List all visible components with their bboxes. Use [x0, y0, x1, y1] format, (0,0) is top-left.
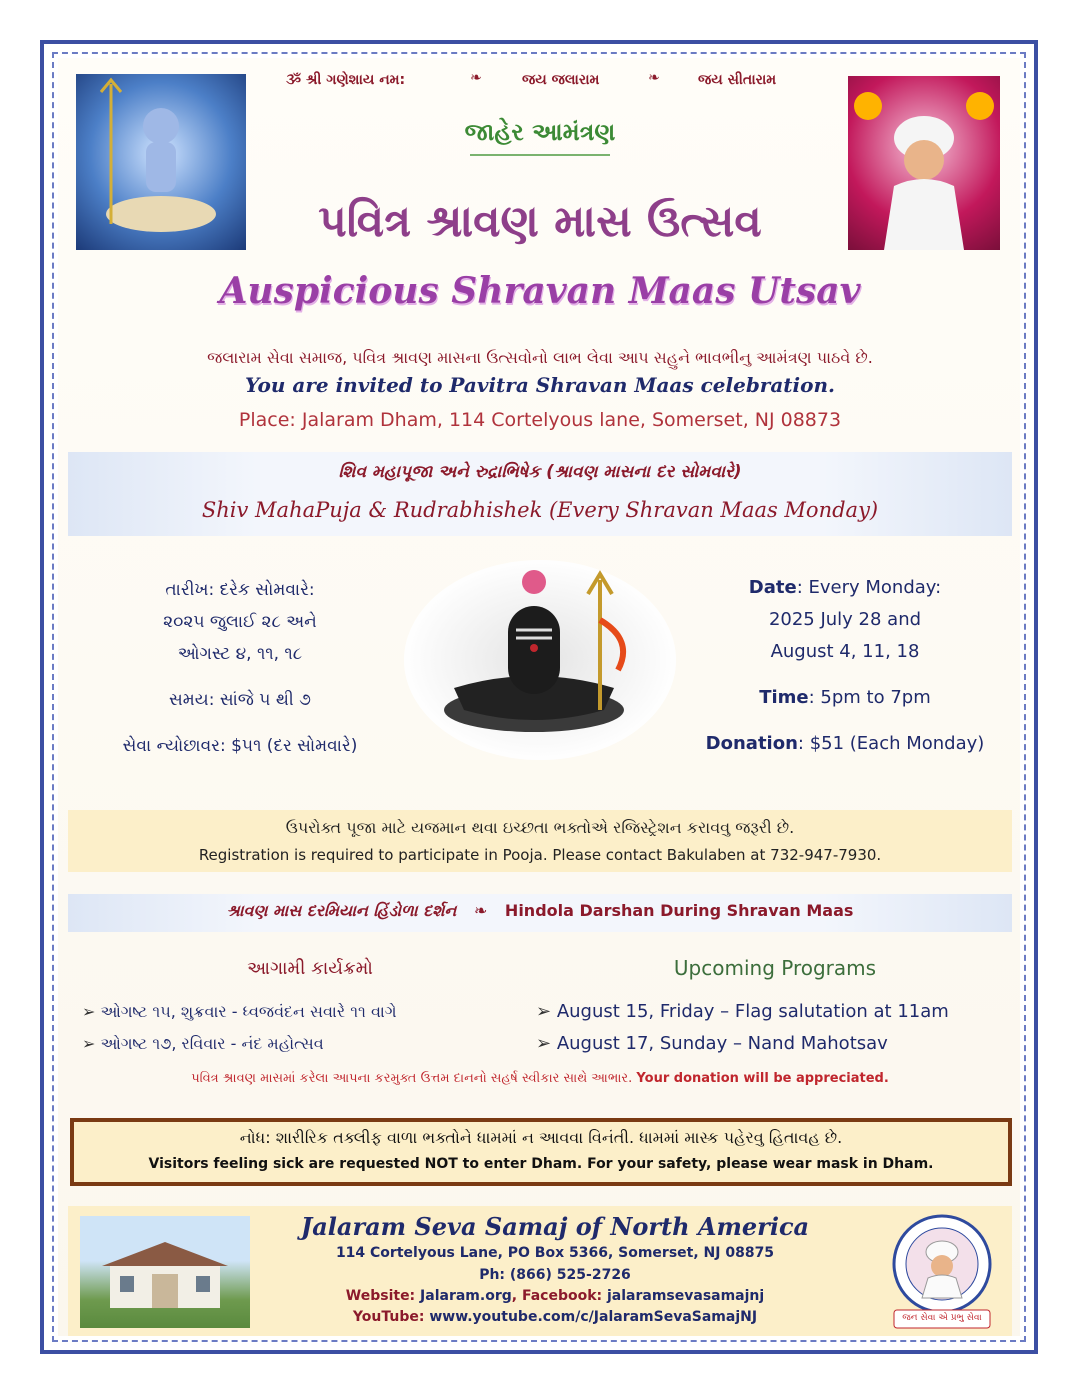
programs-title-gujarati: આગામી કાર્યક્રમો	[247, 958, 373, 979]
date-gu-line1: તારીખ: દરેક સોમવારે:	[165, 580, 315, 600]
details-gujarati	[70, 574, 410, 762]
temple-photo-icon	[80, 1216, 250, 1328]
thanks-gujarati: પવિત્ર શ્રાવણ માસમાં કરેલા આપના કરમુક્ત ઉત્તમ દાનનો સહર્ષ સ્વીકાર સાથે આભાર.	[191, 1071, 633, 1086]
title-english: Auspicious Shravan Maas Utsav	[219, 270, 861, 312]
list-item	[536, 1028, 1006, 1060]
public-invitation: જાહેર આમંત્રણ	[464, 118, 616, 146]
date-en-line1	[690, 572, 1000, 604]
shivling-image-icon	[404, 560, 676, 760]
list-item	[536, 996, 1006, 1028]
blessing-sitaram: જય સીતારામ	[698, 72, 777, 88]
blessing-jalaram: જય જલારામ	[522, 72, 600, 88]
registration-gujarati: ઉપરોક્ત પૂજા માટે યજમાન થવા ઇચ્છતા ભક્તોએ રજિસ્ટ્રેશન કરાવવુ જરૂરી છે.	[285, 818, 795, 837]
intro-english: You are invited to Pavitra Shravan Maas celebration.	[245, 373, 835, 397]
hindola-line	[70, 901, 1010, 921]
date-en-line2: 2025 July 28 and	[768, 609, 922, 630]
website-label: Website:	[345, 1288, 421, 1304]
list-item	[82, 1028, 532, 1060]
invite-underline	[470, 154, 610, 156]
donation-value: : $51 (Each Monday)	[797, 733, 985, 754]
program-en-1: August 15, Friday – Flag salutation at 11am	[556, 1001, 949, 1022]
donation-gu: સેવા ન્યોછાવર: $૫૧ (દર સોમવારે)	[122, 736, 358, 756]
swirl-separator-icon: ❧	[648, 70, 660, 86]
programs-title-english: Upcoming Programs	[673, 956, 877, 980]
date-en-line3: August 4, 11, 18	[770, 641, 920, 662]
youtube-label: YouTube:	[352, 1309, 430, 1325]
hindola-english: Hindola Darshan During Shravan Maas	[504, 901, 854, 920]
footer-address: 114 Cortelyous Lane, PO Box 5366, Somerset, NJ 08875	[335, 1245, 775, 1261]
header-blessings	[270, 70, 810, 94]
puja-title-gujarati: શિવ મહાપૂજા અને રુદ્રાભિષેક (શ્રાવણ માસના દર સોમવારે)	[338, 462, 742, 482]
details-english	[690, 572, 1000, 760]
swirl-separator-icon: ❧	[473, 901, 488, 920]
swirl-separator-icon: ❧	[470, 70, 482, 86]
place-line: Place: Jalaram Dham, 114 Cortelyous lane, Somerset, NJ 08873	[238, 409, 842, 431]
notice-gujarati: નોધ: શારીરિક તક્લીફ વાળા ભક્તોને ધામમાં ન આવવા વિનંતી. ધામમાં માસ્ક પહેરવુ હિતાવહ છે.	[239, 1128, 843, 1147]
logo-motto: જન સેવા એ પ્રભુ સેવા	[902, 1313, 982, 1323]
time-value: : 5pm to 7pm	[808, 687, 931, 708]
puja-title-english: Shiv MahaPuja & Rudrabhishek (Every Shravan Maas Monday)	[201, 498, 879, 522]
jalaram-bapa-image-icon	[848, 76, 1000, 250]
date-value: : Every Monday:	[796, 577, 942, 598]
list-item	[82, 996, 532, 1028]
notice-english: Visitors feeling sick are requested NOT to enter Dham. For your safety, please wear mask in Dham.	[148, 1156, 934, 1172]
facebook-label: , Facebook:	[511, 1288, 607, 1304]
hindola-gujarati: શ્રાવણ માસ દરમિયાન હિંડોળા દર્શન	[226, 901, 457, 920]
donation-label: Donation	[705, 733, 798, 754]
program-en-2: August 17, Sunday – Nand Mahotsav	[556, 1033, 888, 1054]
programs-list-gujarati	[82, 996, 532, 1060]
donation-en	[690, 728, 1000, 760]
arrow-bullet-icon: ➢	[536, 1033, 557, 1054]
time-gu: સમય: સાંજે ૫ થી ૭	[169, 690, 311, 710]
program-gu-2: ઓગષ્ટ ૧૭, રવિવાર - નંદ મહોત્સવ	[100, 1034, 324, 1053]
time-en	[690, 682, 1000, 714]
date-gu-line2: ૨૦૨૫ જુલાઈ ૨૮ અને	[163, 612, 317, 632]
registration-english: Registration is required to participate in Pooja. Please contact Bakulaben at 732-947-7930.	[198, 846, 882, 864]
website-link[interactable]: Jalaram.org	[420, 1288, 512, 1304]
arrow-bullet-icon: ➢	[82, 1002, 101, 1021]
thanks-english: Your donation will be appreciated.	[636, 1071, 889, 1086]
date-label: Date	[748, 577, 797, 598]
thanks-line	[70, 1071, 1010, 1086]
arrow-bullet-icon: ➢	[82, 1034, 101, 1053]
date-gu-line3: ઓગસ્ટ ૪, ૧૧, ૧૮	[177, 644, 303, 664]
intro-gujarati: જલારામ સેવા સમાજ, પવિત્ર શ્રાવણ માસના ઉત્સવોનો લાભ લેવા આપ સહુને ભાવભીનુ આમંત્રણ પાઠવે છે.	[207, 348, 873, 367]
blessing-ganesh: ૐ શ્રી ગણેશાય નમ:	[286, 72, 406, 88]
title-gujarati: પવિત્ર શ્રાવણ માસ ઉત્સવ	[318, 196, 762, 247]
footer-phone: Ph: (866) 525-2726	[479, 1267, 631, 1283]
org-name: Jalaram Seva Samaj of North America	[300, 1212, 810, 1241]
program-gu-1: ઓગષ્ટ ૧૫, શુક્રવાર - ધ્વજવંદન સવારે ૧૧ વાગે	[100, 1002, 397, 1021]
arrow-bullet-icon: ➢	[536, 1001, 557, 1022]
footer-web-line	[300, 1288, 810, 1304]
footer-youtube-line	[300, 1309, 810, 1325]
time-label: Time	[759, 687, 809, 708]
youtube-link[interactable]: www.youtube.com/c/JalaramSevaSamajNJ	[429, 1309, 758, 1325]
facebook-link[interactable]: jalaramsevasamajnj	[606, 1288, 765, 1304]
programs-list-english	[536, 996, 1006, 1060]
shiva-image-icon	[76, 74, 246, 250]
